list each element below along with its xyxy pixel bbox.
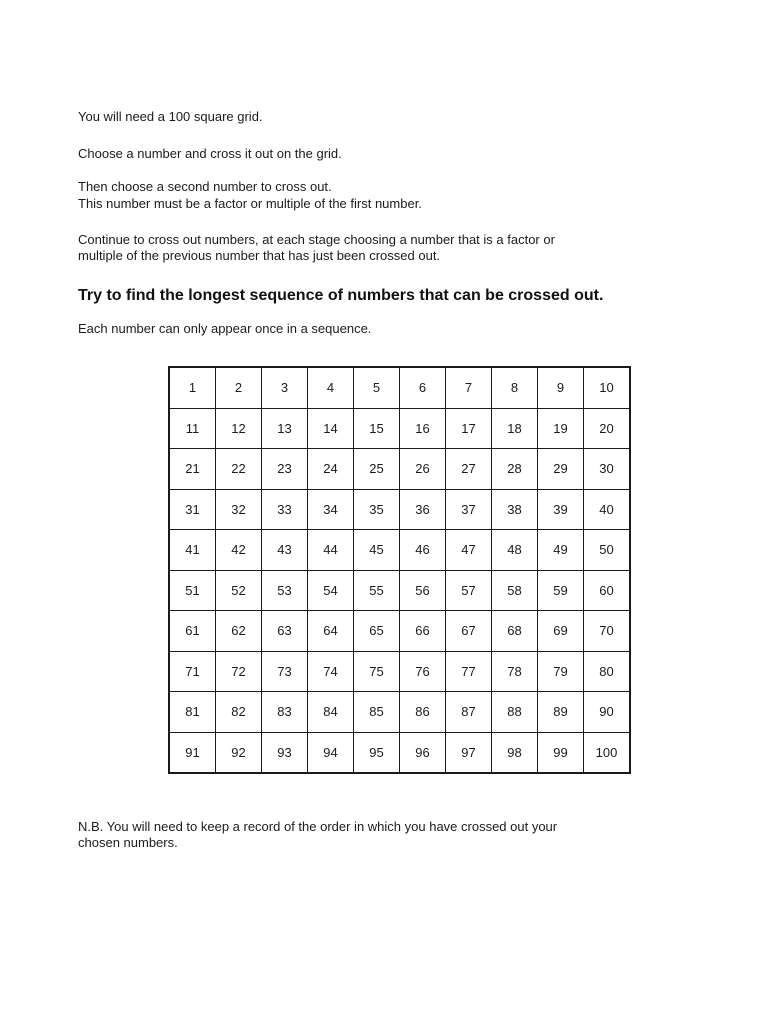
grid-cell[interactable]: 40 (584, 489, 631, 530)
grid-cell[interactable]: 5 (354, 367, 400, 408)
footer-note-line1: N.B. You will need to keep a record of the order in which you have crossed out your (78, 819, 558, 834)
grid-cell[interactable]: 12 (216, 408, 262, 449)
grid-cell[interactable]: 52 (216, 570, 262, 611)
grid-cell[interactable]: 64 (308, 611, 354, 652)
rule-text: Each number can only appear once in a sequence. (78, 321, 372, 336)
grid-cell[interactable]: 31 (169, 489, 216, 530)
grid-cell[interactable]: 34 (308, 489, 354, 530)
grid-cell[interactable]: 23 (262, 449, 308, 490)
grid-cell[interactable]: 60 (584, 570, 631, 611)
grid-cell[interactable]: 82 (216, 692, 262, 733)
grid-cell[interactable]: 92 (216, 732, 262, 773)
grid-row (169, 651, 630, 692)
grid-body (169, 367, 630, 773)
grid-cell[interactable]: 46 (400, 530, 446, 571)
grid-cell[interactable]: 79 (538, 651, 584, 692)
instruction-continue-line1: Continue to cross out numbers, at each stage choosing a number that is a factor or (78, 232, 555, 247)
grid-cell[interactable]: 49 (538, 530, 584, 571)
grid-cell[interactable]: 62 (216, 611, 262, 652)
grid-cell[interactable]: 63 (262, 611, 308, 652)
grid-cell[interactable]: 26 (400, 449, 446, 490)
grid-cell[interactable]: 74 (308, 651, 354, 692)
grid-cell[interactable]: 77 (446, 651, 492, 692)
grid-cell[interactable]: 90 (584, 692, 631, 733)
grid-cell[interactable]: 11 (169, 408, 216, 449)
grid-cell[interactable]: 2 (216, 367, 262, 408)
grid-cell[interactable]: 44 (308, 530, 354, 571)
grid-cell[interactable]: 16 (400, 408, 446, 449)
grid-cell[interactable]: 67 (446, 611, 492, 652)
grid-cell[interactable]: 17 (446, 408, 492, 449)
grid-cell[interactable]: 28 (492, 449, 538, 490)
grid-cell[interactable]: 98 (492, 732, 538, 773)
grid-cell[interactable]: 96 (400, 732, 446, 773)
grid-cell[interactable]: 15 (354, 408, 400, 449)
grid-cell[interactable]: 4 (308, 367, 354, 408)
grid-cell[interactable]: 6 (400, 367, 446, 408)
grid-cell[interactable]: 54 (308, 570, 354, 611)
grid-cell[interactable]: 14 (308, 408, 354, 449)
instruction-continue-line2: multiple of the previous number that has just been crossed out. (78, 248, 441, 263)
grid-row (169, 732, 630, 773)
footer-note-line2: chosen numbers. (78, 835, 178, 850)
grid-cell[interactable]: 88 (492, 692, 538, 733)
grid-cell[interactable]: 7 (446, 367, 492, 408)
grid-cell[interactable]: 3 (262, 367, 308, 408)
grid-cell[interactable]: 19 (538, 408, 584, 449)
grid-cell[interactable]: 10 (584, 367, 631, 408)
instruction-grid-needed: You will need a 100 square grid. (78, 109, 263, 124)
grid-cell[interactable]: 42 (216, 530, 262, 571)
grid-cell[interactable]: 87 (446, 692, 492, 733)
grid-cell[interactable]: 13 (262, 408, 308, 449)
grid-cell[interactable]: 70 (584, 611, 631, 652)
grid-cell[interactable]: 53 (262, 570, 308, 611)
grid-cell[interactable]: 71 (169, 651, 216, 692)
grid-cell[interactable]: 36 (400, 489, 446, 530)
grid-cell[interactable]: 83 (262, 692, 308, 733)
grid-cell[interactable]: 86 (400, 692, 446, 733)
grid-cell[interactable]: 99 (538, 732, 584, 773)
grid-row (169, 449, 630, 490)
grid-row (169, 489, 630, 530)
grid-cell[interactable]: 93 (262, 732, 308, 773)
grid-cell[interactable]: 95 (354, 732, 400, 773)
grid-cell[interactable]: 25 (354, 449, 400, 490)
grid-cell[interactable]: 38 (492, 489, 538, 530)
grid-cell[interactable]: 68 (492, 611, 538, 652)
grid-cell[interactable]: 30 (584, 449, 631, 490)
grid-cell[interactable]: 18 (492, 408, 538, 449)
grid-cell[interactable]: 94 (308, 732, 354, 773)
grid-cell[interactable]: 43 (262, 530, 308, 571)
grid-cell[interactable]: 72 (216, 651, 262, 692)
grid-cell[interactable]: 8 (492, 367, 538, 408)
grid-cell[interactable]: 50 (584, 530, 631, 571)
grid-cell[interactable]: 78 (492, 651, 538, 692)
grid-cell[interactable]: 32 (216, 489, 262, 530)
grid-cell[interactable]: 9 (538, 367, 584, 408)
grid-cell[interactable]: 97 (446, 732, 492, 773)
grid-cell[interactable]: 100 (584, 732, 631, 773)
instruction-factor-multiple: This number must be a factor or multiple of the first number. (78, 196, 422, 211)
grid-cell[interactable]: 84 (308, 692, 354, 733)
grid-cell[interactable]: 91 (169, 732, 216, 773)
grid-cell[interactable]: 56 (400, 570, 446, 611)
grid-row (169, 570, 630, 611)
grid-cell[interactable]: 21 (169, 449, 216, 490)
grid-row (169, 367, 630, 408)
grid-cell[interactable]: 59 (538, 570, 584, 611)
grid-cell[interactable]: 75 (354, 651, 400, 692)
grid-cell[interactable]: 73 (262, 651, 308, 692)
grid-cell[interactable]: 61 (169, 611, 216, 652)
grid-cell[interactable]: 69 (538, 611, 584, 652)
grid-cell[interactable]: 81 (169, 692, 216, 733)
instruction-second-number: Then choose a second number to cross out. (78, 179, 332, 194)
grid-cell[interactable]: 24 (308, 449, 354, 490)
grid-cell[interactable]: 35 (354, 489, 400, 530)
grid-cell[interactable]: 76 (400, 651, 446, 692)
grid-cell[interactable]: 89 (538, 692, 584, 733)
grid-cell[interactable]: 39 (538, 489, 584, 530)
grid-row (169, 408, 630, 449)
grid-cell[interactable]: 33 (262, 489, 308, 530)
grid-cell[interactable]: 20 (584, 408, 631, 449)
grid-cell[interactable]: 29 (538, 449, 584, 490)
grid-cell[interactable]: 45 (354, 530, 400, 571)
grid-row (169, 530, 630, 571)
grid-cell[interactable]: 85 (354, 692, 400, 733)
grid-cell[interactable]: 37 (446, 489, 492, 530)
grid-row (169, 692, 630, 733)
grid-cell[interactable]: 27 (446, 449, 492, 490)
grid-cell[interactable]: 47 (446, 530, 492, 571)
task-heading: Try to find the longest sequence of numbers that can be crossed out. (78, 287, 604, 304)
grid-cell[interactable]: 66 (400, 611, 446, 652)
grid-cell[interactable]: 48 (492, 530, 538, 571)
hundred-square-grid (168, 366, 631, 774)
grid-cell[interactable]: 55 (354, 570, 400, 611)
grid-cell[interactable]: 57 (446, 570, 492, 611)
grid-cell[interactable]: 1 (169, 367, 216, 408)
grid-cell[interactable]: 80 (584, 651, 631, 692)
grid-cell[interactable]: 41 (169, 530, 216, 571)
grid-cell[interactable]: 51 (169, 570, 216, 611)
grid-cell[interactable]: 22 (216, 449, 262, 490)
grid-cell[interactable]: 58 (492, 570, 538, 611)
grid-cell[interactable]: 65 (354, 611, 400, 652)
instruction-choose-number: Choose a number and cross it out on the grid. (78, 146, 342, 161)
grid-row (169, 611, 630, 652)
